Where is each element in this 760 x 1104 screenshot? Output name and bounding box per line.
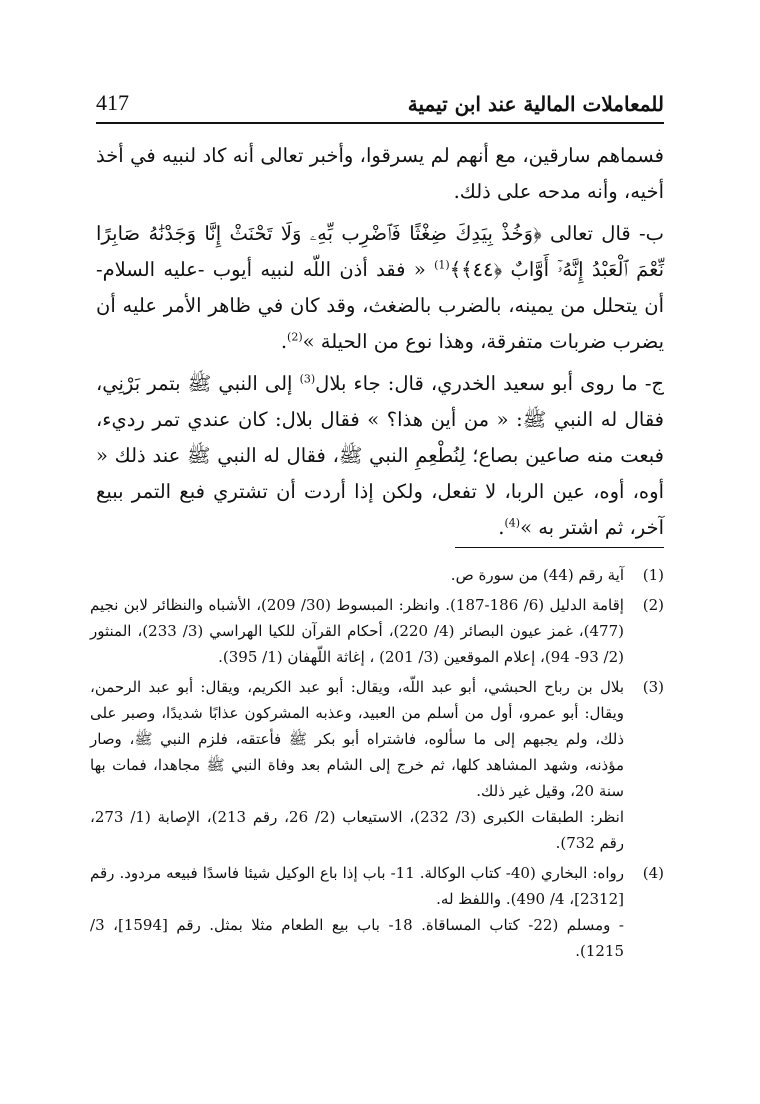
paragraph-2-lead: ب- قال تعالى bbox=[541, 222, 664, 245]
footnote-text: بلال بن رباح الحبشي، أبو عبد اللّه، ويقال: أبو عبد الكريم، ويقال: أبو عبد الرحمن، ويقال: أبو عمرو، أول من أسلم من العبيد، وعذبه المشركون عذابًا شديدًا، وصبر على ذلك، ولم يجبهم إلى ما سألوه، فاشتراه أبو بكر ﷺ فأعتقه، فلزم النبي ﷺ، وصار مؤذنه، وشهد المشاهد كلها، ثم خرج إلى الشام بعد وفاة النبي ﷺ مجاهدا، فمات بها سنة 20، وقيل غير ذلك. bbox=[90, 678, 624, 800]
paragraph-3: ج- ما روى أبو سعيد الخدري، قال: جاء بلال$^{(3)}$ إلى النبي ﷺ بتمر بَرْنِي، فقال له النبي ﷺ: « من أين هذا؟ » فقال بلال: كان عندي تمر رديء، فبعت منه صاعين بصاع؛ لِنُطْعِمِ النبي ﷺ، فقال له النبي ﷺ عند ذلك « أوه، أوه، عين الربا، لا تفعل، ولكن إذا أردت أن تشتري فبع التمر ببيع آخر، ثم اشتر به »$^{(4)}$. bbox=[96, 372, 664, 539]
main-text bbox=[96, 138, 664, 552]
footnote-ref-2[interactable]: (2) bbox=[287, 330, 303, 344]
running-title: للمعاملات المالية عند ابن تيمية bbox=[407, 92, 664, 116]
footnote-text: إقامة الدليل (6/ 186-187). وانظر: المبسوط (30/ 209)، الأشباه والنظائر لابن نجيم (477)، غمز عيون البصائر (4/ 220)، أحكام القرآن للكيا الهراسي (3/ 233)، المنثور (2/ 93- 94)، إعلام الموقعين (3/ 201) ، إغاثة اللّهفان (1/ 395). bbox=[90, 596, 625, 666]
footnote-text: انظر: الطبقات الكبرى (3/ 232)، الاستيعاب (2/ 26، رقم 213)، الإصابة (1/ 273، رقم 732). bbox=[90, 808, 624, 852]
paragraph-2: ب- قال تعالى ﴿وَخُذْ بِيَدِكَ ضِغْثًا فَٱضْرِب بِّهِۦ وَلَا تَحْنَثْ إِنَّا وَجَدْنَٰهُ صَابِرًا نِّعْمَ ٱلْعَبْدُ إِنَّهُۥٓ أَوَّابٌ ﴿٤٤﴾﴾$^{(1)}$ « فقد أذن اللّه لنبيه أيوب -عليه السلام- أن يتحلل من يمينه، بالضرب بالضغث، وقد كان في ظاهر الأمر عليه أن يضرب ضربات متفرقة، وهذا نوع من الحيلة »$^{(2)}$. bbox=[96, 222, 664, 353]
footnote-number: (2) bbox=[642, 596, 664, 614]
paragraph-3-a: ج- ما روى أبو سعيد الخدري، قال: جاء بلال bbox=[315, 372, 664, 395]
paragraph-2-rest: « فقد أذن اللّه لنبيه أيوب -عليه السلام- أن يتحلل من يمينه، بالضرب بالضغث، وقد كان في ظاهر الأمر عليه أن يضرب ضربات متفرقة، وهذا نوع من الحيلة » bbox=[96, 258, 664, 353]
footnote-number: (4) bbox=[642, 864, 664, 882]
footnote-separator bbox=[455, 547, 664, 548]
quran-verse: ﴿وَخُذْ بِيَدِكَ ضِغْثًا فَٱضْرِب بِّهِۦ وَلَا تَحْنَثْ إِنَّا وَجَدْنَٰهُ صَابِرًا نِّعْمَ ٱلْعَبْدُ إِنَّهُۥٓ أَوَّابٌ ﴿٤٤﴾﴾ bbox=[96, 222, 664, 281]
footnote-ref-3[interactable]: (3) bbox=[299, 372, 316, 386]
footnote-text: - ومسلم (22- كتاب المساقاة. 18- باب بيع الطعام مثلا بمثل. رقم [1594]، 3/ 1215). bbox=[90, 916, 624, 960]
footnote-3 bbox=[90, 674, 664, 856]
footnote-text: آية رقم (44) من سورة ص. bbox=[450, 566, 624, 584]
footnotes bbox=[90, 562, 664, 968]
footnote-number: (3) bbox=[642, 678, 664, 696]
page-number: 417 bbox=[96, 90, 129, 115]
footnote-1 bbox=[90, 562, 664, 588]
footnote-text: رواه: البخاري (40- كتاب الوكالة. 11- باب إذا باع الوكيل شيئا فاسدًا فبيعه مردود. رقم [2312]، 4/ 490). واللفظ له. bbox=[90, 864, 624, 908]
footnote-2 bbox=[90, 592, 664, 670]
paragraph-3-b: إلى النبي ﷺ بتمر بَرْنِي، فقال له النبي ﷺ: « من أين هذا؟ » فقال بلال: كان عندي تمر رديء، فبعت منه صاعين بصاع؛ لِنُطْعِمِ النبي ﷺ، فقال له النبي ﷺ عند ذلك « أوه، أوه، عين الربا، لا تفعل، ولكن إذا أردت أن تشتري فبع التمر ببيع آخر، ثم اشتر به » bbox=[96, 372, 664, 539]
footnote-ref-4[interactable]: (4) bbox=[504, 516, 521, 530]
paragraph-1: فسماهم سارقين، مع أنهم لم يسرقوا، وأخبر تعالى أنه كاد لنبيه في أخذ أخيه، وأنه مدحه على ذلك. bbox=[96, 144, 664, 203]
page-header bbox=[96, 82, 664, 124]
footnote-4 bbox=[90, 860, 664, 964]
footnote-number: (1) bbox=[642, 566, 664, 584]
footnote-ref-1[interactable]: (1) bbox=[434, 258, 450, 272]
